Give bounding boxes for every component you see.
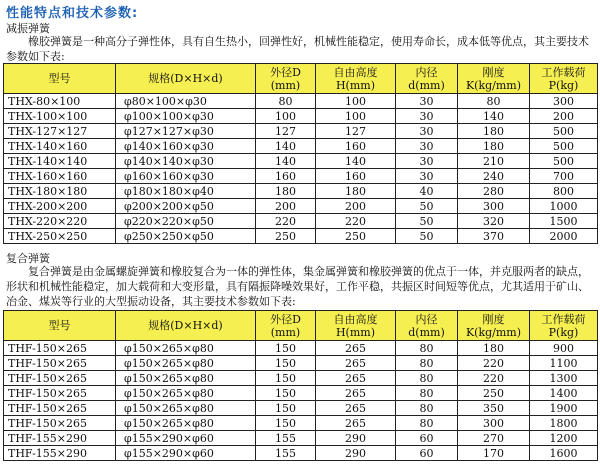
table-cell: 50 (396, 229, 458, 244)
table-cell: 240 (458, 169, 530, 184)
table-cell: THF-150×265 (4, 341, 116, 356)
table-row (4, 431, 598, 446)
table-cell: 180 (316, 184, 396, 199)
table-row (4, 356, 598, 371)
table-cell: 370 (458, 229, 530, 244)
column-header: 规格(D×H×d) (116, 311, 256, 341)
table-cell: 30 (396, 109, 458, 124)
table-row (4, 124, 598, 139)
column-header: 型号 (4, 64, 116, 94)
table-row (4, 214, 598, 229)
table-cell: 1100 (530, 356, 598, 371)
table-cell: 30 (396, 94, 458, 109)
table-cell: 265 (316, 356, 396, 371)
table-cell: 1300 (530, 371, 598, 386)
table-cell: 320 (458, 214, 530, 229)
table-cell: φ140×140×φ30 (116, 154, 256, 169)
table-cell: φ200×200×φ50 (116, 199, 256, 214)
section-text-composite: 复合弹簧是由金属螺旋弹簧和橡胶复合为一体的弹性体，集金属弹簧和橡胶弹簧的优点于一体，并克服两者的缺点，形状和机械性能稳定，加大载荷和大变形量，具有隔振降噪效果好，工作平稳，共振区时间短等优点，尤其适用于矿山、冶金、煤炭等行业的大型振动设备，其主要技术参数如下表: (6, 265, 589, 308)
page-title: 性能特点和技术参数: (6, 6, 139, 21)
table-cell: φ80×100×φ30 (116, 94, 256, 109)
table-cell: 160 (256, 169, 316, 184)
table-cell: 265 (316, 341, 396, 356)
table-cell: φ150×265×φ80 (116, 416, 256, 431)
column-header: 内径 d(mm) (396, 311, 458, 341)
table-cell: φ150×265×φ80 (116, 386, 256, 401)
composite-spring-table (3, 310, 598, 461)
table-cell: 140 (316, 154, 396, 169)
table-cell: THF-150×265 (4, 386, 116, 401)
table-cell: φ150×265×φ80 (116, 371, 256, 386)
table-cell: 1400 (530, 386, 598, 401)
section-text-damping: 橡胶弹簧是一种高分子弹性体，具有自生热小，回弹性好，机械性能稳定，使用寿命长，成本低等优点，其主要技术参数如下表: (6, 35, 589, 63)
table-cell: 100 (316, 94, 396, 109)
table-cell: THX-100×100 (4, 109, 116, 124)
table-cell: THX-200×200 (4, 199, 116, 214)
table-cell: 150 (256, 416, 316, 431)
table-cell: THF-150×265 (4, 356, 116, 371)
table-cell: 180 (458, 139, 530, 154)
table-cell: 265 (316, 416, 396, 431)
table-cell: φ160×160×φ30 (116, 169, 256, 184)
table-cell: 1000 (530, 199, 598, 214)
column-header: 刚度 K(kg/mm) (458, 64, 530, 94)
table-cell: 265 (316, 401, 396, 416)
column-header: 工作载荷 P(kg) (530, 64, 598, 94)
table-cell: 80 (396, 341, 458, 356)
table-cell: φ155×290×φ60 (116, 431, 256, 446)
table-cell: 1200 (530, 431, 598, 446)
table-cell: 100 (256, 109, 316, 124)
table-cell: 800 (530, 184, 598, 199)
table-cell: φ150×265×φ80 (116, 341, 256, 356)
table-cell: 127 (316, 124, 396, 139)
table-cell: φ220×220×φ50 (116, 214, 256, 229)
table-cell: 2000 (530, 229, 598, 244)
table-cell: 300 (458, 199, 530, 214)
table-cell: 500 (530, 139, 598, 154)
column-header: 外径D (mm) (256, 64, 316, 94)
table-cell: 200 (256, 199, 316, 214)
table-cell: 180 (458, 124, 530, 139)
table-cell: THX-180×180 (4, 184, 116, 199)
table-row (4, 139, 598, 154)
table-cell: 1800 (530, 416, 598, 431)
table-cell: THX-220×220 (4, 214, 116, 229)
table-cell: φ100×100×φ30 (116, 109, 256, 124)
table-cell: 265 (316, 386, 396, 401)
column-header: 自由高度 H(mm) (316, 64, 396, 94)
table-cell: 350 (458, 401, 530, 416)
table-cell: 500 (530, 124, 598, 139)
table-cell: φ140×160×φ30 (116, 139, 256, 154)
table-cell: THX-127×127 (4, 124, 116, 139)
table-cell: THX-140×160 (4, 139, 116, 154)
table-cell: 180 (256, 184, 316, 199)
table-cell: 140 (256, 154, 316, 169)
column-header: 刚度 K(kg/mm) (458, 311, 530, 341)
table-cell: 100 (316, 109, 396, 124)
table-cell: THX-140×140 (4, 154, 116, 169)
table-cell: 150 (256, 341, 316, 356)
table-cell: φ150×265×φ80 (116, 356, 256, 371)
column-header: 工作载荷 P(kg) (530, 311, 598, 341)
table-cell: 300 (458, 416, 530, 431)
table-row (4, 109, 598, 124)
table-cell: 80 (396, 416, 458, 431)
table-cell: 180 (458, 341, 530, 356)
table-cell: 150 (256, 371, 316, 386)
table-cell: 60 (396, 446, 458, 461)
table-cell: 150 (256, 386, 316, 401)
table-cell: 290 (316, 431, 396, 446)
table-row (4, 199, 598, 214)
table-cell: 50 (396, 199, 458, 214)
table-cell: 280 (458, 184, 530, 199)
table-row (4, 154, 598, 169)
table-cell: φ150×265×φ80 (116, 401, 256, 416)
table-cell: 80 (396, 356, 458, 371)
table-cell: 127 (256, 124, 316, 139)
table-cell: 140 (458, 109, 530, 124)
table-cell: 200 (530, 109, 598, 124)
table-row (4, 169, 598, 184)
table-cell: 60 (396, 431, 458, 446)
section-heading-damping: 减振弹簧 (6, 22, 50, 35)
table-cell: φ127×127×φ30 (116, 124, 256, 139)
table-cell: 290 (316, 446, 396, 461)
table-row (4, 229, 598, 244)
table-row (4, 371, 598, 386)
table-cell: 80 (458, 94, 530, 109)
table-cell: 160 (316, 169, 396, 184)
table-cell: THF-150×265 (4, 416, 116, 431)
column-header: 型号 (4, 311, 116, 341)
table-cell: 30 (396, 139, 458, 154)
table-cell: 80 (396, 386, 458, 401)
table-row (4, 184, 598, 199)
table-cell: THF-150×265 (4, 401, 116, 416)
table-cell: 150 (256, 401, 316, 416)
table-cell: 220 (458, 371, 530, 386)
column-header: 内径 d(mm) (396, 64, 458, 94)
table-cell: 900 (530, 341, 598, 356)
table-cell: 155 (256, 446, 316, 461)
table-cell: 150 (256, 356, 316, 371)
table-cell: 1500 (530, 214, 598, 229)
table-cell: 80 (256, 94, 316, 109)
table-cell: 155 (256, 431, 316, 446)
table-cell: 270 (458, 431, 530, 446)
table-cell: 50 (396, 214, 458, 229)
table-cell: 220 (316, 214, 396, 229)
table-cell: 140 (256, 139, 316, 154)
table-cell: 30 (396, 169, 458, 184)
table-cell: THX-80×100 (4, 94, 116, 109)
table-cell: 220 (256, 214, 316, 229)
table-cell: 210 (458, 154, 530, 169)
table-cell: THX-250×250 (4, 229, 116, 244)
table-cell: 300 (530, 94, 598, 109)
table-cell: 220 (458, 356, 530, 371)
table-cell: THF-155×290 (4, 446, 116, 461)
table-cell: 1900 (530, 401, 598, 416)
table-cell: 250 (458, 386, 530, 401)
table-cell: 250 (256, 229, 316, 244)
table-cell: φ155×290×φ60 (116, 446, 256, 461)
table-row (4, 94, 598, 109)
table-cell: THF-150×265 (4, 371, 116, 386)
table-row (4, 401, 598, 416)
table-cell: 265 (316, 371, 396, 386)
table-cell: 170 (458, 446, 530, 461)
table-row (4, 416, 598, 431)
damping-spring-table (3, 63, 598, 244)
table-cell: 200 (316, 199, 396, 214)
table-cell: 700 (530, 169, 598, 184)
table-cell: THF-155×290 (4, 431, 116, 446)
table-cell: THX-160×160 (4, 169, 116, 184)
table-row (4, 386, 598, 401)
column-header: 自由高度 H(mm) (316, 311, 396, 341)
table-cell: 30 (396, 154, 458, 169)
table-cell: 250 (316, 229, 396, 244)
section-heading-composite: 复合弹簧 (6, 252, 50, 265)
table-cell: φ250×250×φ50 (116, 229, 256, 244)
table-cell: 500 (530, 154, 598, 169)
column-header: 规格(D×H×d) (116, 64, 256, 94)
table-cell: 80 (396, 371, 458, 386)
table-cell: 1600 (530, 446, 598, 461)
table-cell: 40 (396, 184, 458, 199)
table-cell: 80 (396, 401, 458, 416)
table-cell: 160 (316, 139, 396, 154)
table-row (4, 341, 598, 356)
column-header: 外径D (mm) (256, 311, 316, 341)
table-cell: φ180×180×φ40 (116, 184, 256, 199)
table-cell: 30 (396, 124, 458, 139)
table-row (4, 446, 598, 461)
